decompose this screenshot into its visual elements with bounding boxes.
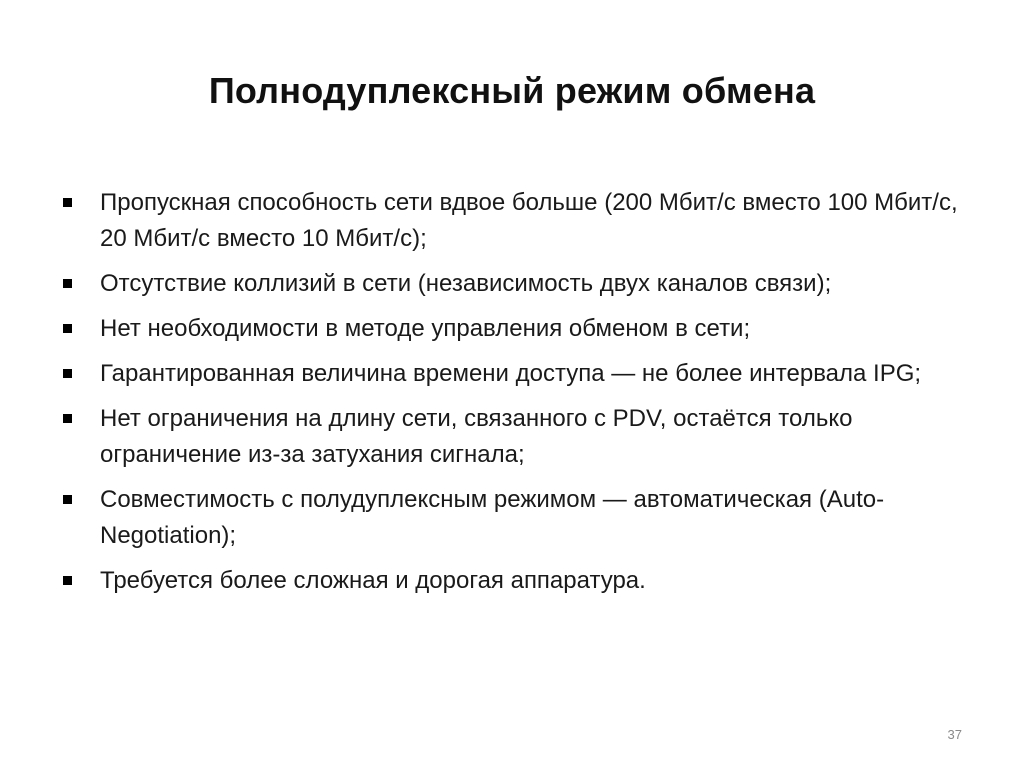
slide-title: Полнодуплексный режим обмена (208, 70, 816, 111)
bullet-text: Требуется более сложная и дорогая аппаратура. (100, 567, 646, 594)
bullet-text: Отсутствие коллизий в сети (независимость двух каналов связи); (100, 270, 832, 297)
square-bullet-icon (63, 198, 72, 207)
square-bullet-icon (63, 414, 72, 423)
bullet-text: Пропускная способность сети вдвое больше (200 Мбит/с вместо 100 Мбит/с, 20 Мбит/с вместо 10 Мбит/с); (100, 189, 958, 252)
square-bullet-icon (63, 324, 72, 333)
square-bullet-icon (63, 279, 72, 288)
bullet-list (62, 185, 982, 608)
bullet-item (62, 401, 982, 473)
bullet-text: Совместимость с полудуплексным режимом — автоматическая (Auto-Negotiation); (100, 486, 885, 549)
bullet-item (62, 482, 982, 554)
bullet-text: Нет необходимости в методе управления обменом в сети; (100, 315, 751, 342)
square-bullet-icon (63, 495, 72, 504)
bullet-text: Гарантированная величина времени доступа — не более интервала IPG; (100, 360, 922, 387)
square-bullet-icon (63, 369, 72, 378)
bullet-item (62, 185, 982, 257)
square-bullet-icon (63, 576, 72, 585)
page-number: 37 (947, 727, 962, 742)
bullet-item (62, 266, 982, 302)
bullet-item (62, 311, 982, 347)
bullet-text: Нет ограничения на длину сети, связанного с PDV, остаётся только ограничение из-за затухания сигнала; (100, 405, 853, 468)
bullet-item (62, 356, 982, 392)
bullet-item (62, 563, 982, 599)
